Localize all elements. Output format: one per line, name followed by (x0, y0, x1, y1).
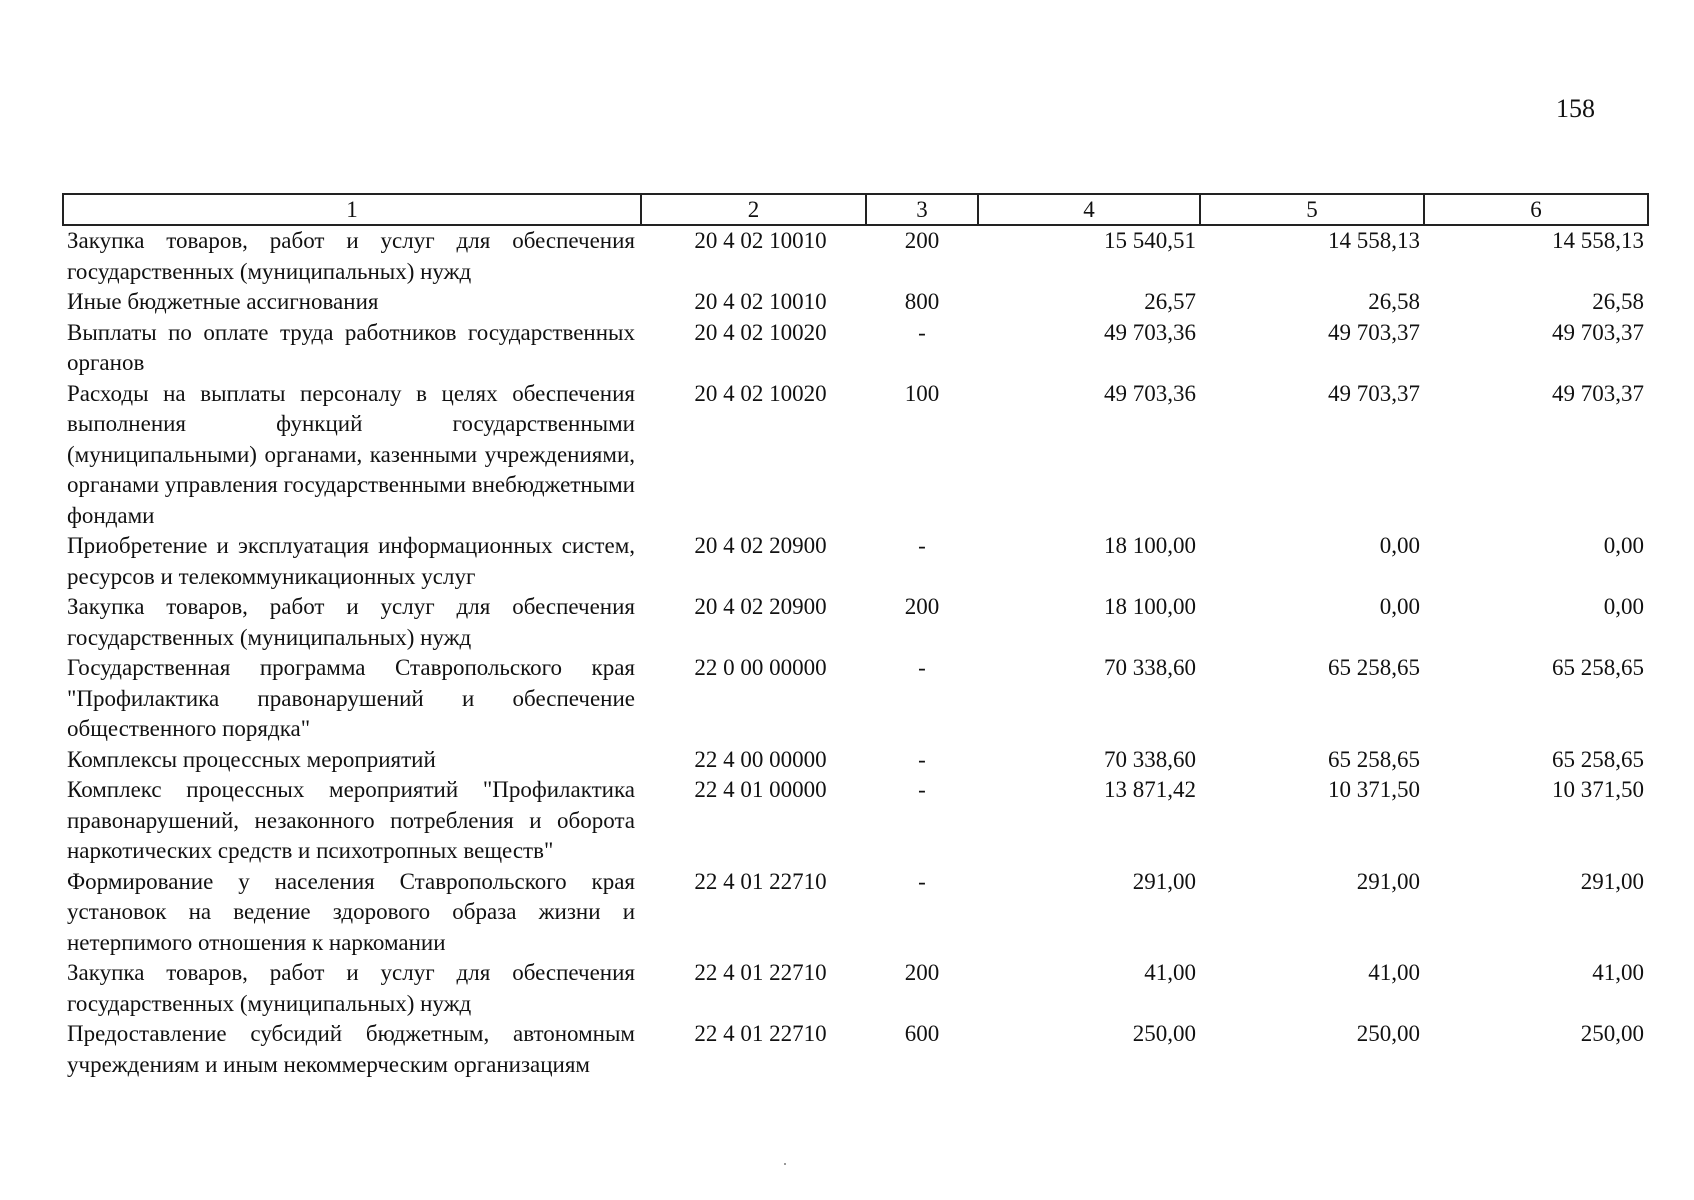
row-value-6: 65 258,65 (1552, 746, 1644, 772)
row-value-4: 70 338,60 (1104, 746, 1196, 772)
row-kind: 600 (904, 1021, 940, 1046)
row-value-4: 49 703,36 (1104, 380, 1196, 406)
row-code: 20 4 02 20900 (694, 594, 827, 619)
row-value-4: 26,57 (1144, 289, 1196, 314)
row-value-6: 49 703,37 (1552, 380, 1644, 406)
table-row (63, 225, 1648, 287)
row-code: 20 4 02 10010 (694, 289, 827, 314)
table-row (63, 745, 1648, 776)
page-number: 158 (1556, 94, 1595, 123)
table-body (63, 225, 1648, 1080)
column-header-6: 6 (1424, 194, 1648, 225)
row-value-4: 18 100,00 (1104, 533, 1196, 558)
budget-table (62, 193, 1649, 1080)
table-row (63, 287, 1648, 318)
row-name: Расходы на выплаты персоналу в целях обеспечения выполнения функций государственными (муниципальными) органами, казенными учреждениями, органами управления государственными внебюджетными фондами (67, 380, 635, 528)
row-code: 22 0 00 00000 (694, 655, 827, 680)
row-value-5: 10 371,50 (1328, 777, 1420, 802)
row-value-5: 291,00 (1356, 868, 1420, 894)
row-name: Закупка товаров, работ и услуг для обеспечения государственных (муниципальных) нужд (67, 228, 635, 284)
column-header-5: 5 (1200, 194, 1424, 225)
table-row (63, 775, 1648, 867)
row-name: Комплексы процессных мероприятий (67, 746, 436, 772)
column-header-4: 4 (978, 194, 1200, 225)
row-code: 20 4 02 20900 (694, 533, 827, 558)
row-kind: - (918, 655, 926, 680)
row-kind: - (918, 746, 926, 772)
row-value-4: 70 338,60 (1104, 655, 1196, 680)
row-value-6: 41,00 (1592, 960, 1644, 985)
row-kind: 100 (904, 380, 940, 406)
row-value-6: 0,00 (1603, 533, 1644, 558)
row-value-5: 250,00 (1356, 1021, 1420, 1046)
row-value-5: 0,00 (1379, 533, 1420, 558)
table-row (63, 592, 1648, 653)
row-value-6: 10 371,50 (1552, 777, 1644, 802)
row-code: 20 4 02 10020 (694, 380, 827, 406)
row-value-4: 15 540,51 (1104, 228, 1196, 253)
row-code: 22 4 01 22710 (694, 868, 827, 894)
row-kind: 200 (904, 594, 940, 619)
row-name: Иные бюджетные ассигнования (67, 289, 379, 314)
row-name: Приобретение и эксплуатация информационных систем, ресурсов и телекоммуникационных услуг (67, 533, 635, 589)
row-name: Предоставление субсидий бюджетным, автономным учреждениям и иным некоммерческим организациям (67, 1021, 635, 1077)
row-value-5: 49 703,37 (1328, 380, 1420, 406)
table-row (63, 653, 1648, 745)
row-value-5: 49 703,37 (1328, 319, 1420, 345)
row-value-4: 49 703,36 (1104, 319, 1196, 345)
scan-dot (784, 1163, 786, 1165)
row-code: 22 4 01 22710 (694, 960, 827, 985)
row-value-6: 14 558,13 (1552, 228, 1644, 253)
row-code: 20 4 02 10010 (694, 228, 827, 253)
row-value-5: 14 558,13 (1328, 228, 1420, 253)
row-value-4: 13 871,42 (1104, 777, 1196, 802)
row-kind: 200 (904, 960, 940, 985)
table-row (63, 379, 1648, 532)
row-value-6: 250,00 (1580, 1021, 1644, 1046)
column-header-1: 1 (63, 194, 641, 225)
row-code: 22 4 01 22710 (694, 1021, 827, 1046)
column-header-3: 3 (866, 194, 978, 225)
row-value-6: 65 258,65 (1552, 655, 1644, 680)
row-name: Комплекс процессных мероприятий "Профилактика правонарушений, незаконного потребления и оборота наркотических средств и психотропных веществ" (67, 777, 635, 863)
row-kind: - (918, 319, 926, 345)
table-row (63, 318, 1648, 379)
row-value-4: 18 100,00 (1104, 594, 1196, 619)
row-kind: - (918, 533, 926, 558)
row-name: Выплаты по оплате труда работников государственных органов (67, 319, 635, 375)
row-kind: - (918, 868, 926, 894)
row-value-6: 26,58 (1592, 289, 1644, 314)
row-value-6: 49 703,37 (1552, 319, 1644, 345)
row-code: 20 4 02 10020 (694, 319, 827, 345)
table-header-row (63, 194, 1648, 225)
row-kind: 200 (904, 228, 940, 253)
row-value-5: 65 258,65 (1328, 655, 1420, 680)
row-kind: - (918, 777, 926, 802)
row-value-6: 0,00 (1603, 594, 1644, 619)
row-value-4: 291,00 (1132, 868, 1196, 894)
row-kind: 800 (904, 289, 940, 314)
row-code: 22 4 00 00000 (694, 746, 827, 772)
row-name: Закупка товаров, работ и услуг для обеспечения государственных (муниципальных) нужд (67, 594, 635, 650)
row-value-6: 291,00 (1580, 868, 1644, 894)
table-row (63, 1019, 1648, 1080)
row-value-5: 26,58 (1368, 289, 1420, 314)
row-name: Государственная программа Ставропольского края "Профилактика правонарушений и обеспечение общественного порядка" (67, 655, 635, 741)
table-row (63, 958, 1648, 1019)
table-row (63, 531, 1648, 592)
row-code: 22 4 01 00000 (694, 777, 827, 802)
row-value-4: 41,00 (1144, 960, 1196, 985)
column-header-2: 2 (641, 194, 866, 225)
row-value-4: 250,00 (1132, 1021, 1196, 1046)
row-name: Закупка товаров, работ и услуг для обеспечения государственных (муниципальных) нужд (67, 960, 635, 1016)
row-name: Формирование у населения Ставропольского края установок на ведение здорового образа жизни и нетерпимого отношения к наркомании (67, 868, 635, 955)
row-value-5: 65 258,65 (1328, 746, 1420, 772)
row-value-5: 0,00 (1379, 594, 1420, 619)
table-row (63, 867, 1648, 959)
row-value-5: 41,00 (1368, 960, 1420, 985)
